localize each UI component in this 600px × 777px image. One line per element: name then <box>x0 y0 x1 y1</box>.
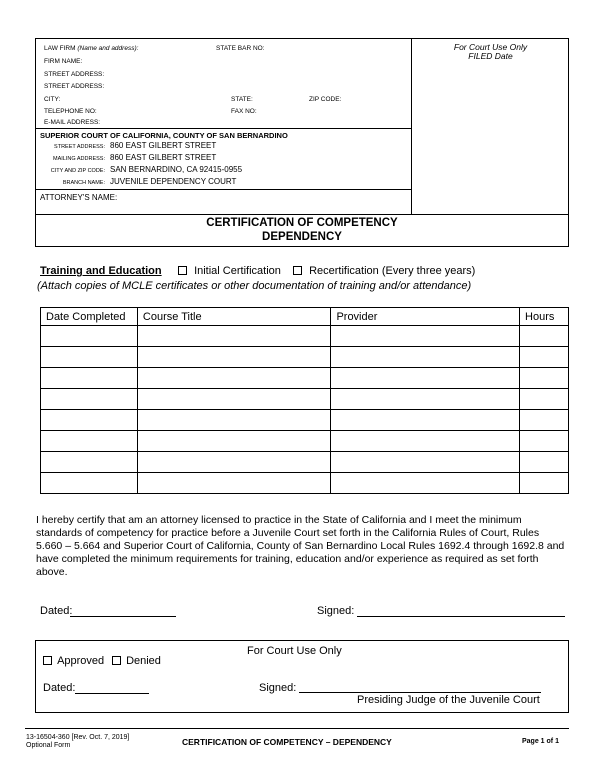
denied-label: Denied <box>126 655 161 667</box>
cell-date-completed[interactable] <box>41 410 138 431</box>
judge-label: Presiding Judge of the Juvenile Court <box>357 694 540 706</box>
form-title-line-1: CERTIFICATION OF COMPETENCY <box>206 217 398 229</box>
cell-provider[interactable] <box>331 410 520 431</box>
table-row <box>41 431 569 452</box>
cell-date-completed[interactable] <box>41 452 138 473</box>
law-firm-label <box>44 45 138 53</box>
city-label: CITY: <box>44 96 61 103</box>
court-cityzip-value: SAN BERNARDINO, CA 92415-0955 <box>110 165 243 174</box>
court-mailing-value: 860 EAST GILBERT STREET <box>110 153 217 162</box>
certification-statement: I hereby certify that am an attorney licensed to practice in the State of California and I meet the minimum standards of competency for practice before a Juvenile Court set forth in the California Rules of Court, Rules 5.660 – 5.664 and Superior Court of California, County of San Bernardino Local Rules 1692.4 through 1692.8 and have completed the minimum requirements for training, education and/or experience as required as set forth above. <box>36 514 565 578</box>
col-provider: Provider <box>331 308 520 326</box>
court-street-value: 860 EAST GILBERT STREET <box>110 141 217 150</box>
denied-option[interactable] <box>112 655 161 667</box>
court-use-line-2: FILED Date <box>468 51 513 61</box>
cell-provider[interactable] <box>331 326 520 347</box>
law-firm-label-text: LAW FIRM <box>44 45 76 52</box>
col-hours: Hours <box>520 308 569 326</box>
court-name: SUPERIOR COURT OF CALIFORNIA, COUNTY OF SAN BERNARDINO <box>40 131 288 140</box>
footer-optional-form: Optional Form <box>26 742 71 749</box>
state-bar-label: STATE BAR NO: <box>216 45 265 52</box>
cell-course-title[interactable] <box>137 431 331 452</box>
cell-course-title[interactable] <box>137 347 331 368</box>
cell-course-title[interactable] <box>137 473 331 494</box>
cell-hours[interactable] <box>520 410 569 431</box>
cell-hours[interactable] <box>520 473 569 494</box>
court-street-label: STREET ADDRESS: <box>54 144 105 150</box>
cell-course-title[interactable] <box>137 389 331 410</box>
footer-title: CERTIFICATION OF COMPETENCY – DEPENDENCY <box>182 737 392 747</box>
judge-signature-field[interactable] <box>299 680 541 693</box>
footer-page-number: Page 1 of 1 <box>522 738 559 745</box>
court-use-header <box>412 43 569 61</box>
court-cityzip-label: CITY AND ZIP CODE: <box>50 168 105 174</box>
initial-certification-label: Initial Certification <box>194 265 281 277</box>
court-mailing-label: MAILING ADDRESS: <box>53 156 105 162</box>
court-dated-label: Dated: <box>43 682 76 694</box>
cell-course-title[interactable] <box>137 452 331 473</box>
court-use-divider <box>411 38 412 214</box>
cell-course-title[interactable] <box>137 326 331 347</box>
court-signed-label: Signed: <box>259 682 297 694</box>
attorney-name-label: ATTORNEY'S NAME: <box>40 193 118 202</box>
cell-provider[interactable] <box>331 368 520 389</box>
law-firm-label-italic: (Name and address): <box>77 45 139 52</box>
zip-code-label: ZIP CODE: <box>309 96 342 103</box>
table-row <box>41 410 569 431</box>
form-title <box>35 216 569 244</box>
cell-provider[interactable] <box>331 452 520 473</box>
training-heading: Training and Education <box>40 265 162 277</box>
street-address-label-2: STREET ADDRESS: <box>44 83 105 90</box>
firm-section-divider <box>35 128 412 129</box>
table-row <box>41 473 569 494</box>
telephone-label: TELEPHONE NO: <box>44 108 97 115</box>
approved-label: Approved <box>57 655 105 667</box>
cell-date-completed[interactable] <box>41 347 138 368</box>
cell-hours[interactable] <box>520 368 569 389</box>
recertification-checkbox[interactable] <box>293 266 302 275</box>
cell-date-completed[interactable] <box>41 326 138 347</box>
col-course-title: Course Title <box>137 308 331 326</box>
cell-hours[interactable] <box>520 326 569 347</box>
approved-option[interactable] <box>43 655 104 667</box>
initial-certification-option[interactable] <box>178 265 281 277</box>
cell-provider[interactable] <box>331 473 520 494</box>
court-branch-label: BRANCH NAME: <box>62 180 105 186</box>
dated-label: Dated: <box>40 605 73 617</box>
cell-date-completed[interactable] <box>41 368 138 389</box>
firm-name-label: FIRM NAME: <box>44 58 83 65</box>
cell-course-title[interactable] <box>137 410 331 431</box>
footer-form-number: 13-16504-360 [Rev. Oct. 7, 2019] <box>26 734 130 741</box>
table-row <box>41 389 569 410</box>
cell-hours[interactable] <box>520 431 569 452</box>
cell-provider[interactable] <box>331 431 520 452</box>
table-row <box>41 368 569 389</box>
cell-hours[interactable] <box>520 452 569 473</box>
footer-rule <box>25 728 569 729</box>
cell-hours[interactable] <box>520 347 569 368</box>
fax-label: FAX NO: <box>231 108 257 115</box>
cell-date-completed[interactable] <box>41 431 138 452</box>
court-branch-value: JUVENILE DEPENDENCY COURT <box>110 177 237 186</box>
court-dated-field[interactable] <box>75 681 149 694</box>
col-date-completed: Date Completed <box>41 308 138 326</box>
table-row <box>41 326 569 347</box>
cell-date-completed[interactable] <box>41 473 138 494</box>
court-use-line-1: For Court Use Only <box>453 42 528 52</box>
email-label: E-MAIL ADDRESS: <box>44 119 101 126</box>
attorney-name-field[interactable] <box>120 190 410 212</box>
cell-hours[interactable] <box>520 389 569 410</box>
state-label: STATE: <box>231 96 253 103</box>
signed-field[interactable] <box>357 604 565 617</box>
cell-course-title[interactable] <box>137 368 331 389</box>
court-approval-title: For Court Use Only <box>247 645 342 657</box>
table-header-row <box>41 308 569 326</box>
signed-label: Signed: <box>317 605 355 617</box>
title-section-divider <box>35 214 569 215</box>
footer-form-info <box>26 734 129 750</box>
table-row <box>41 347 569 368</box>
initial-certification-checkbox[interactable] <box>178 266 187 275</box>
cell-provider[interactable] <box>331 389 520 410</box>
approved-checkbox[interactable] <box>43 656 52 665</box>
dated-field[interactable] <box>70 604 176 617</box>
recertification-label: Recertification (Every three years) <box>309 265 476 277</box>
street-address-label-1: STREET ADDRESS: <box>44 71 105 78</box>
courses-table <box>40 307 569 494</box>
cell-provider[interactable] <box>331 347 520 368</box>
form-title-line-2: DEPENDENCY <box>262 231 342 243</box>
table-row <box>41 452 569 473</box>
recertification-option[interactable] <box>293 265 475 277</box>
training-note: (Attach copies of MCLE certificates or other documentation of training and/or attendance) <box>37 280 472 292</box>
denied-checkbox[interactable] <box>112 656 121 665</box>
cell-date-completed[interactable] <box>41 389 138 410</box>
